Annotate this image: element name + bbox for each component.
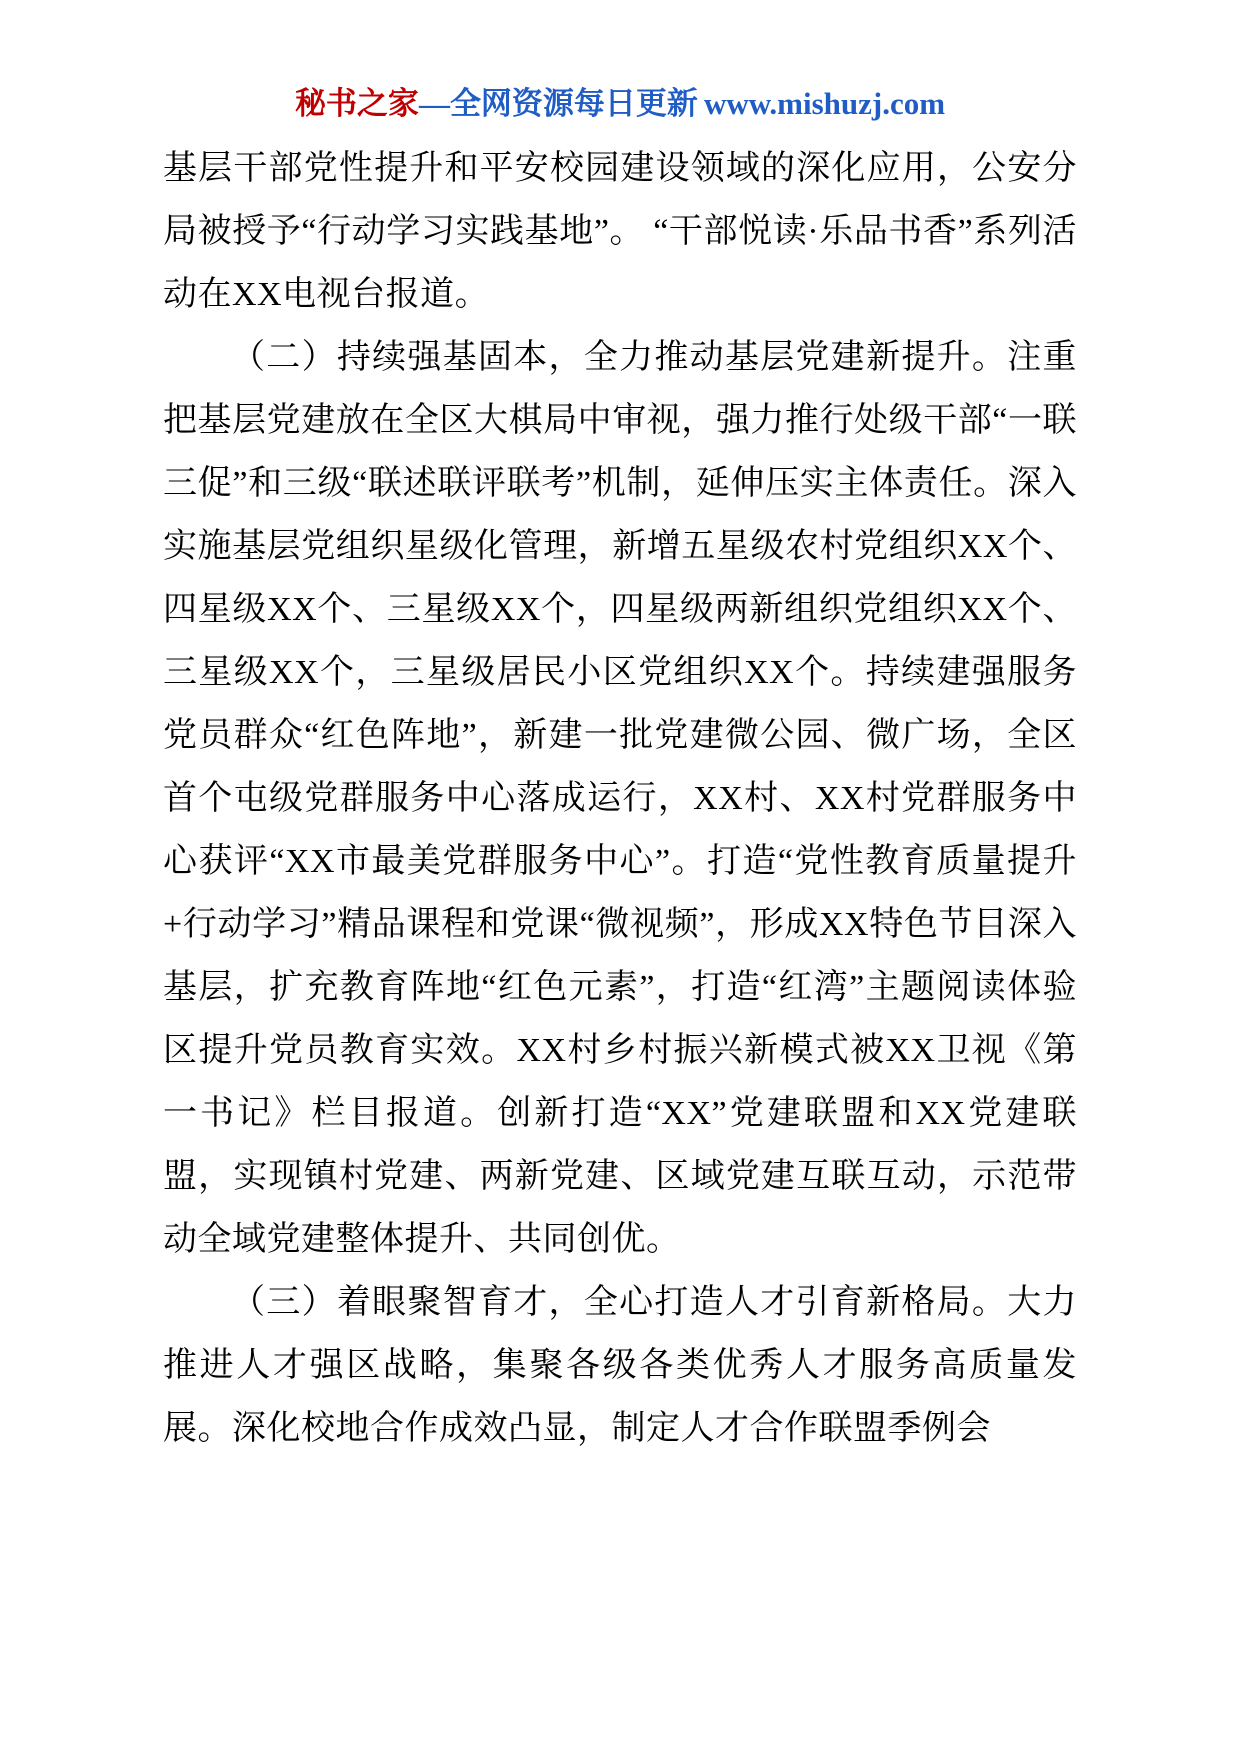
document-body bbox=[163, 137, 1077, 1460]
site-brand: 秘书之家 bbox=[294, 86, 419, 121]
paragraph-continuation: 基层干部党性提升和平安校园建设领域的深化应用，公安分局被授予“行动学习实践基地”。 “干部悦读·乐品书香”系列活动在XX电视台报道。 bbox=[163, 150, 1077, 313]
site-url-link[interactable]: www.mishuzj.com bbox=[703, 86, 946, 121]
paragraph-section-three: （三）着眼聚智育才，全心打造人才引育新格局。大力推进人才强区战略，集聚各级各类优秀人才服务高质量发展。深化校地合作成效凸显，制定人才合作联盟季例会 bbox=[163, 1284, 1077, 1447]
page-header bbox=[163, 78, 1077, 123]
site-tagline: —全网资源每日更新 bbox=[418, 86, 698, 121]
paragraph-section-two: （二）持续强基固本，全力推动基层党建新提升。注重把基层党建放在全区大棋局中审视，强力推行处级干部“一联三促”和三级“联述联评联考”机制，延伸压实主体责任。深入实施基层党组织星级化管理，新增五星级农村党组织XX个、四星级XX个、三星级XX个，四星级两新组织党组织XX个、三星级XX个，三星级居民小区党组织XX个。持续建强服务党员群众“红色阵地”，新建一批党建微公园、微广场，全区首个屯级党群服务中心落成运行，XX村、XX村党群服务中心获评“XX市最美党群服务中心”。打造“党性教育质量提升+行动学习”精品课程和党课“微视频”，形成XX特色节目深入基层，扩充教育阵地“红色元素”，打造“红湾”主题阅读体验区提升党员教育实效。XX村乡村振兴新模式被XX卫视《第一书记》栏目报道。创新打造“XX”党建联盟和XX党建联盟，实现镇村党建、两新党建、区域党建互联互动，示范带动全域党建整体提升、共同创优。 bbox=[163, 339, 1077, 1258]
